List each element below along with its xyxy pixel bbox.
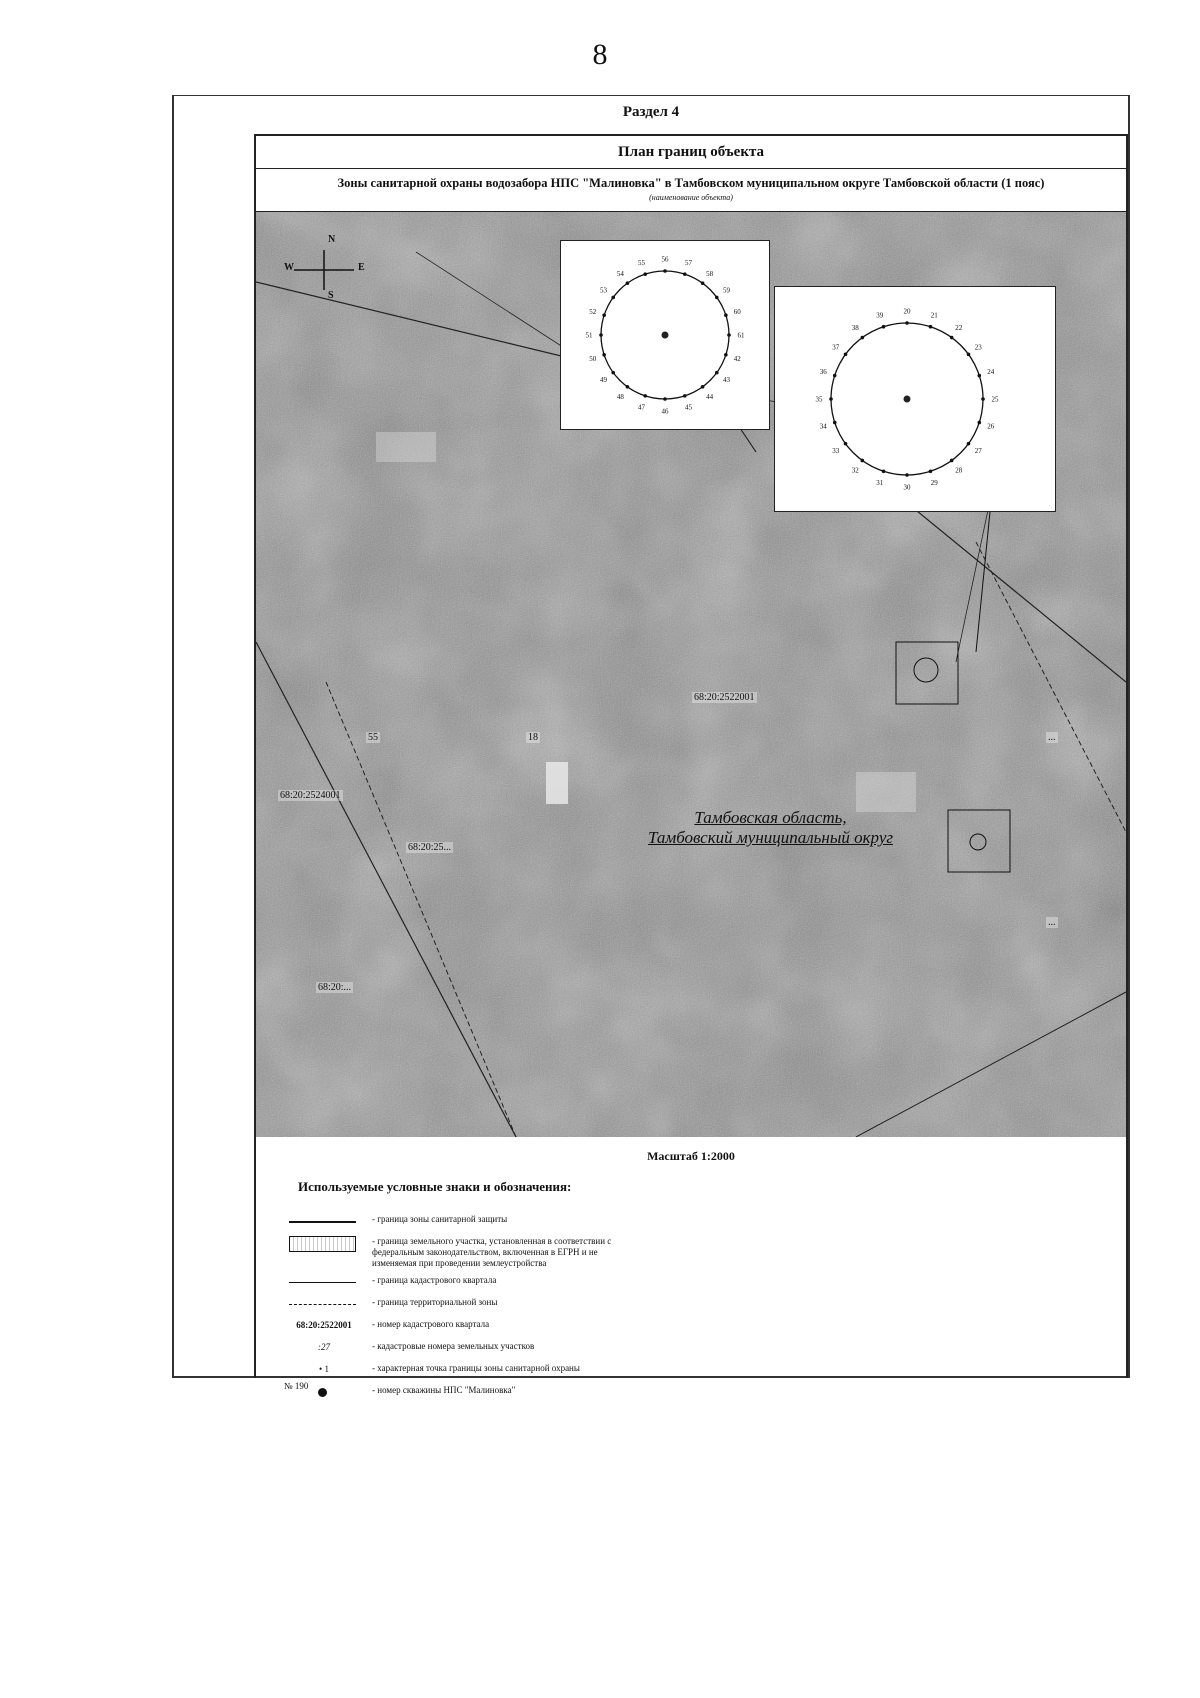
inset-small-point-label: 54: [616, 269, 624, 278]
inset-small-diagram: [561, 241, 769, 429]
inset-small-boundary-point: [643, 272, 647, 276]
map-label-b: 68:20:...: [318, 982, 352, 993]
inset-small-boundary-point: [602, 313, 606, 317]
inset-small-boundary-point: [715, 296, 719, 300]
page-number: 8: [592, 38, 608, 71]
inset-large-boundary-point: [977, 421, 981, 425]
legend-text: - граница земельного участка, установленная в соответствии с федеральным законодательством, включенная в ЕГРН и не изменяемая при проведении землеустройства: [372, 1236, 612, 1268]
inset-large-boundary-point: [929, 469, 933, 473]
inset-large-point-label: 31: [876, 479, 884, 488]
inset-small-point-label: 47: [638, 403, 646, 412]
legend-symbol-text: 68:20:2522001: [296, 1320, 352, 1330]
inset-large-boundary-point: [882, 325, 886, 329]
inset-large-point-label: 24: [987, 368, 995, 377]
inset-small-boundary-point: [683, 272, 687, 276]
inset-small-point-label: 49: [600, 376, 608, 385]
inset-large-point-label: 29: [930, 479, 938, 488]
inset-small-boundary-point: [626, 385, 630, 389]
map-scale: Масштаб 1:2000: [647, 1149, 735, 1163]
object-title: Зоны санитарной охраны водозабора НПС "Малиновка" в Тамбовском муниципальном округе Тамбовской области (1 пояс): [337, 176, 1045, 190]
map-label-right-1: ...: [1048, 732, 1056, 743]
legend-text: - номер скважины НПС "Малиновка": [372, 1385, 516, 1395]
inset-large-point-label: 26: [987, 422, 995, 431]
inset-large-boundary-point: [882, 469, 886, 473]
legend-item-quarter-number: [284, 1319, 1104, 1335]
inset-small-boundary-point: [715, 371, 719, 375]
region-line-1: Тамбовская область,: [694, 808, 847, 827]
well-icon: [318, 1388, 327, 1397]
inset-large-boundary-point: [981, 397, 985, 401]
legend-symbol-hatched-box: [284, 1236, 364, 1252]
legend-title: Используемые условные знаки и обозначения:: [298, 1179, 572, 1194]
inset-small-point-label: 56: [661, 255, 669, 264]
inset-small-point-label: 58: [706, 269, 714, 278]
legend: [284, 1214, 1104, 1407]
object-subtitle: (наименование объекта): [649, 193, 733, 202]
inset-small-point-label: 60: [733, 307, 741, 316]
legend-item-territorial-zone: [284, 1297, 1104, 1313]
inset-large-boundary-point: [977, 374, 981, 378]
inset-large-boundary-point: [844, 442, 848, 446]
inset-large-point-label: 28: [955, 466, 963, 475]
inset-large-point-label: 21: [930, 311, 938, 320]
inset-small-boundary-point: [663, 397, 667, 401]
inset-small-point-label: 43: [722, 376, 730, 385]
inset-small-boundary-point: [701, 281, 705, 285]
inset-large-boundary-point: [833, 374, 837, 378]
inset-small-point-label: 55: [638, 259, 646, 268]
map-label-a: 68:20:25...: [408, 842, 452, 853]
legend-item-land-parcel: [284, 1236, 1104, 1269]
document-frame: [172, 95, 1130, 1395]
inset-large-boundary-point: [967, 442, 971, 446]
inset-large-boundary-point: [905, 473, 909, 477]
inset-small-point-label: 50: [589, 354, 597, 363]
inset-small-boundary-point: [701, 385, 705, 389]
inset-large-point-label: 38: [851, 324, 859, 333]
inset-large-boundary-point: [929, 325, 933, 329]
inset-small-boundary-point: [724, 313, 728, 317]
inset-small-point-label: 48: [616, 392, 624, 401]
inset-small-point-label: 42: [733, 354, 741, 363]
inset-large-boundary-point: [829, 397, 833, 401]
legend-item-sanitary-zone: [284, 1214, 1104, 1230]
legend-text: - характерная точка границы зоны санитарной охраны: [372, 1363, 580, 1373]
legend-symbol-well: № 190: [284, 1385, 364, 1401]
quarter-label-top: 68:20:2522001: [694, 692, 755, 703]
satellite-map[interactable]: [256, 212, 1126, 1137]
inset-large-point-label: 35: [815, 395, 823, 404]
inset-large-point-label: 34: [819, 422, 827, 431]
inset-large-diagram: [775, 287, 1055, 511]
inset-small-boundary-point: [663, 269, 667, 273]
inset-small-point-label: 59: [722, 286, 730, 295]
inset-large-boundary-point: [950, 459, 954, 463]
legend-item-cadastral-quarter: [284, 1275, 1104, 1291]
inset-small-point-label: 44: [706, 392, 714, 401]
inset-small-point-label: 61: [737, 331, 745, 340]
inset-small-boundary-point: [683, 394, 687, 398]
inset-large-boundary-point: [844, 353, 848, 357]
parcel-label-2: 18: [528, 732, 538, 743]
legend-symbol-thick-line: [284, 1214, 364, 1230]
inset-large-point-label: 27: [974, 447, 982, 456]
inset-small[interactable]: [560, 240, 770, 430]
inset-large-point-label: 30: [903, 483, 911, 492]
inset-large-point-label: 20: [903, 307, 911, 316]
legend-text: - граница кадастрового квартала: [372, 1275, 497, 1285]
inset-large-point-label: 23: [974, 343, 982, 352]
inset-small-point-label: 45: [684, 403, 692, 412]
legend-item-boundary-point: [284, 1363, 1104, 1379]
inset-large-point-label: 37: [832, 343, 840, 352]
inset-large-well-icon: [903, 395, 911, 403]
inset-large-point-label: 33: [832, 447, 840, 456]
section-title: Раздел 4: [622, 104, 680, 120]
inset-large-boundary-point: [905, 321, 909, 325]
legend-item-parcel-number: [284, 1341, 1104, 1357]
inset-small-boundary-point: [602, 353, 606, 357]
inset-small-point-label: 51: [585, 331, 593, 340]
inset-large-point-label: 32: [851, 466, 859, 475]
parcel-label-1: 55: [368, 732, 378, 743]
legend-text: - граница зоны санитарной защиты: [372, 1214, 508, 1224]
inset-small-well-icon: [661, 331, 669, 339]
legend-text: - номер кадастрового квартала: [372, 1319, 490, 1329]
inset-small-boundary-point: [611, 296, 615, 300]
inset-large-boundary-point: [861, 336, 865, 340]
compass-north: N: [328, 234, 336, 245]
inset-large[interactable]: [774, 286, 1056, 512]
plan-frame: [254, 134, 1128, 1395]
inset-small-point-label: 46: [661, 407, 669, 416]
inset-small-boundary-point: [727, 333, 731, 337]
inset-small-point-label: 53: [600, 286, 608, 295]
quarter-label-left: 68:20:2524001: [280, 790, 341, 801]
inset-large-point-label: 25: [991, 395, 999, 404]
inset-large-boundary-point: [861, 459, 865, 463]
inset-large-boundary-point: [967, 353, 971, 357]
object-header: [256, 169, 1126, 212]
plan-title: План границ объекта: [256, 136, 1126, 169]
inset-small-point-label: 52: [589, 307, 597, 316]
inset-large-point-label: 22: [955, 324, 963, 333]
legend-symbol-text: • 1: [319, 1364, 329, 1374]
inset-large-boundary-point: [950, 336, 954, 340]
map-label-right-2: ...: [1048, 917, 1056, 928]
inset-small-boundary-point: [724, 353, 728, 357]
inset-small-boundary-point: [626, 281, 630, 285]
inset-small-point-label: 57: [684, 259, 692, 268]
legend-text: - граница территориальной зоны: [372, 1297, 498, 1307]
inset-large-boundary-point: [833, 421, 837, 425]
region-line-2: Тамбовский муниципальный округ: [648, 828, 893, 847]
compass-south: S: [328, 290, 334, 301]
inset-small-boundary-point: [599, 333, 603, 337]
legend-symbol-text: :27: [318, 1342, 330, 1352]
legend-symbol-thin-line: [284, 1275, 364, 1291]
legend-symbol-dashed-line: [284, 1297, 364, 1313]
compass-east: E: [358, 262, 365, 273]
compass-west: W: [284, 262, 294, 273]
inset-small-boundary-point: [611, 371, 615, 375]
legend-item-well-number: [284, 1381, 1104, 1401]
region-label: [648, 808, 893, 848]
inset-large-point-label: 39: [876, 311, 884, 320]
inset-small-boundary-point: [643, 394, 647, 398]
inset-large-point-label: 36: [819, 368, 827, 377]
legend-text: - кадастровые номера земельных участков: [372, 1341, 535, 1351]
